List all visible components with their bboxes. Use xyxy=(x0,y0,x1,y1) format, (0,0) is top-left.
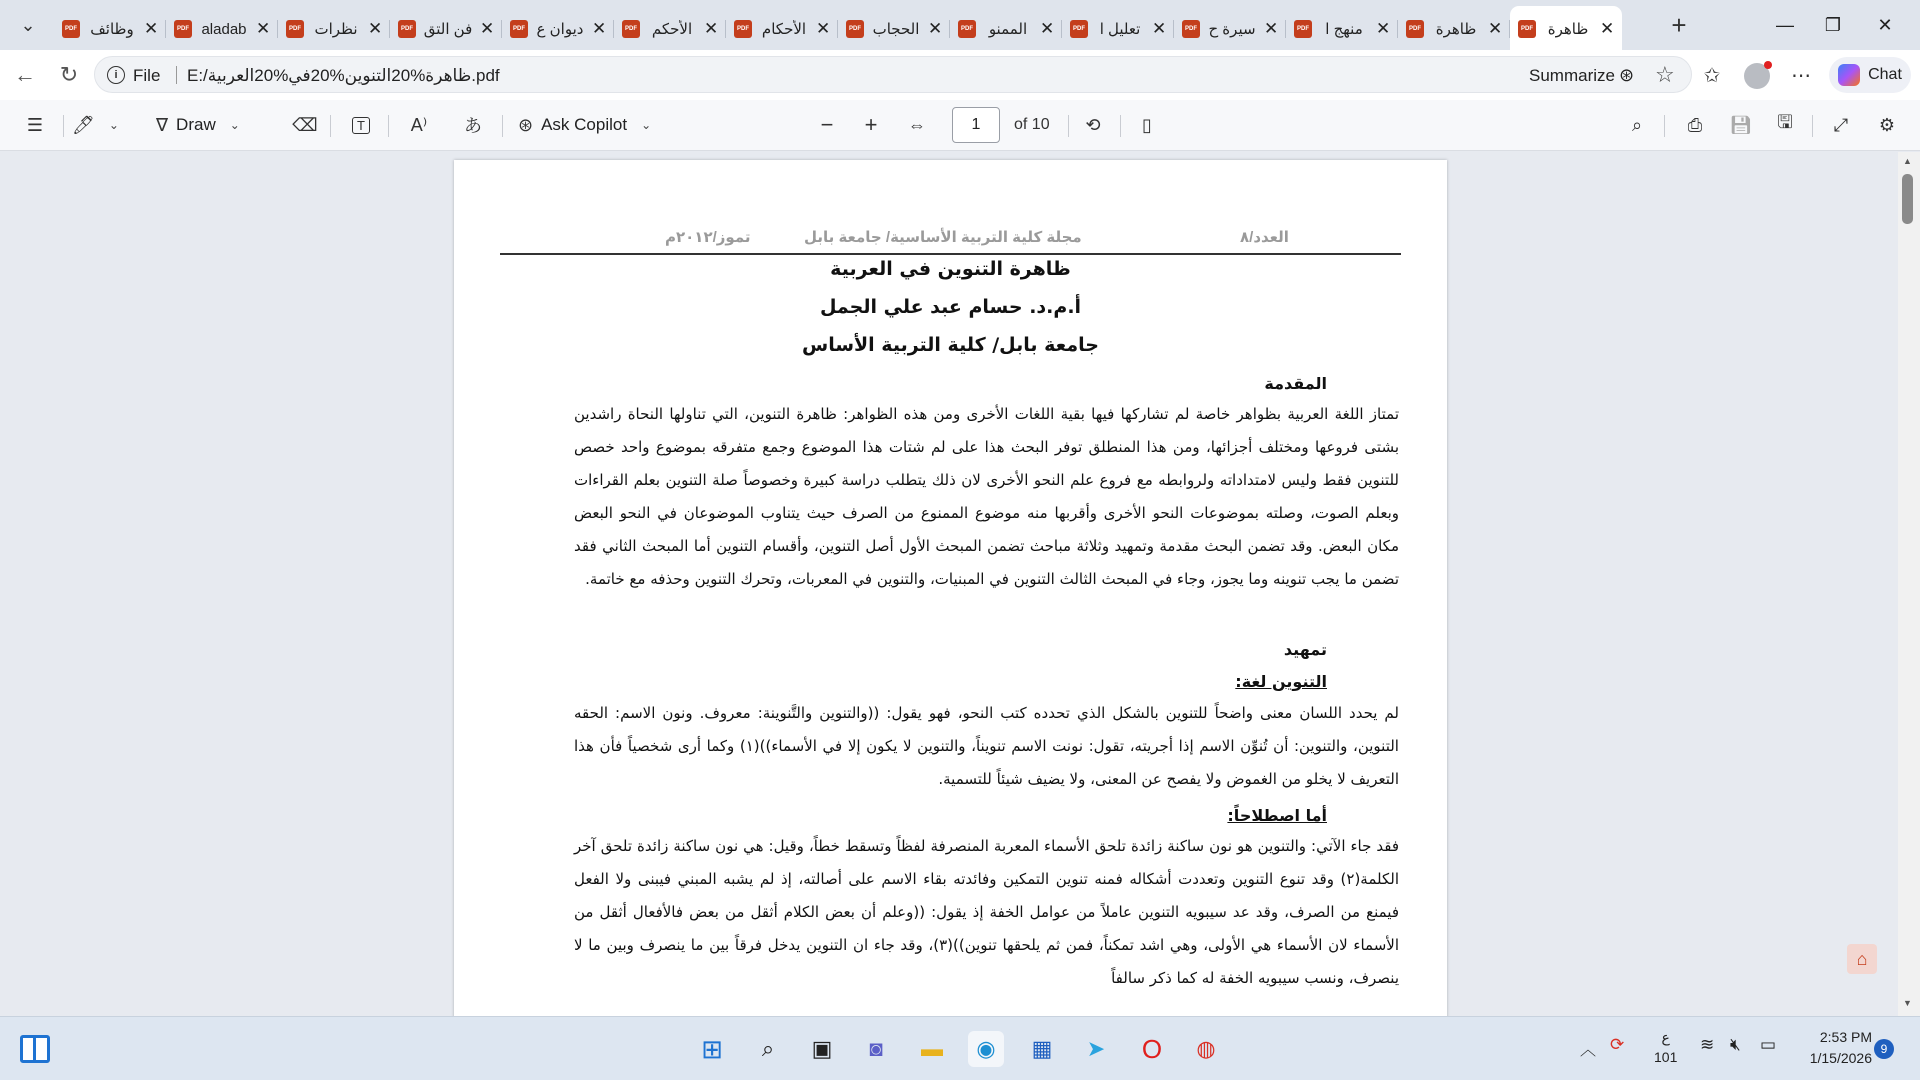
new-tab-button[interactable]: + xyxy=(1671,9,1687,40)
close-tab-icon[interactable]: ✕ xyxy=(1040,19,1055,38)
highlighter-icon: 🖊︎ xyxy=(72,114,95,135)
tab-title: الأحكم xyxy=(651,21,693,38)
ask-copilot-button[interactable] xyxy=(518,108,651,142)
browser-tab[interactable] xyxy=(1062,10,1174,48)
ask-copilot-label: Ask Copilot xyxy=(541,115,628,134)
page-total-label: of 10 xyxy=(1014,116,1050,133)
paper-title: ظاهرة التنوين في العربية xyxy=(830,258,1071,280)
rotate-button[interactable] xyxy=(1078,108,1108,142)
minimize-icon: — xyxy=(1776,14,1794,35)
back-button[interactable] xyxy=(8,58,42,92)
subsection-heading: أما اصطلاحاً: xyxy=(1227,806,1327,825)
browser-tab[interactable] xyxy=(390,10,502,48)
teams-chat-icon[interactable]: ◙ xyxy=(869,1036,883,1061)
summarize-label: Summarize xyxy=(1529,65,1615,85)
translate-button[interactable] xyxy=(456,108,490,142)
divider xyxy=(176,66,177,84)
page-number-input[interactable] xyxy=(952,107,1000,143)
tab-title: ديوان ع xyxy=(536,21,584,38)
paper-affiliation: جامعة بابل/ كلية التربية الأساس xyxy=(801,334,1099,356)
expand-icon: ⤢ xyxy=(1833,114,1849,135)
pdf-file-icon: PDF xyxy=(510,20,528,38)
pdf-file-icon: PDF xyxy=(846,20,864,38)
print-button[interactable] xyxy=(1680,108,1710,142)
tab-title: الأحكام xyxy=(761,21,807,38)
favorites-button[interactable] xyxy=(1695,58,1729,92)
favorites-list-icon: ✩ xyxy=(1703,64,1721,87)
pdf-file-icon: PDF xyxy=(1294,20,1312,38)
pdf-file-icon: PDF xyxy=(1070,20,1088,38)
issue-date: تموز/٢٠١٢م xyxy=(665,229,751,246)
issue-number: العدد/٨ xyxy=(1240,229,1289,246)
scroll-up-arrow-icon[interactable]: ▲ xyxy=(1903,156,1912,166)
zoom-in-button[interactable] xyxy=(856,108,886,142)
opera-icon[interactable]: O xyxy=(1141,1033,1163,1064)
more-icon: ⋯ xyxy=(1791,64,1811,87)
close-window-button[interactable] xyxy=(1862,8,1908,42)
paragraph: تمتاز اللغة العربية بظواهر خاصة لم تشاركها فيها بقية اللغات الأخرى ومن هذه الظواهر: ظاهرة التنوين، التي تناولها النحاة راشدين بشتى فروعها ومختلف أجزائها، ومن هذا المنطلق توفر البحث هذا على لم شتات هذا الموضوع وجمع متفرقه بموضوع واحد خصص للتنوين فقط وليس لامتداداته ولروابطه مع فروع علم النحو الأخرى لان ذلك يتطلب دراسة كبيرة وخصوصاً صلة التنوين بعلم القراءات وبعلم الصوت، وصلته بموضوعات النحو الأخرى وأقربها منه موضوع الممنوع من الصرف حيث يتناوب الموضوعان في النحو البعض مكان البعض. وقد تضمن البحث مقدمة وتمهيد وثلاثة مباحث تضمن المبحث الأول أصل التنوين، وأقسام التنوين أما المبحث الثاني فقد تضمن ما يجب تنوينه وما يجوز، وجاء في المبحث الثالث التنوين في المبنيات، والتنوين في المعربات، وتحرك التنوين وحذفه مع خاتمة. xyxy=(574,405,1399,588)
close-tab-icon[interactable]: ✕ xyxy=(1376,19,1391,38)
erase-button[interactable] xyxy=(290,108,320,142)
tab-title: منهج ا xyxy=(1325,21,1363,38)
url-text[interactable]: E:/ظاهرة%20التنوين%20في%20العربية.pdf xyxy=(187,66,500,85)
favorite-star-icon[interactable]: ☆ xyxy=(1655,62,1675,87)
page-header xyxy=(500,228,1401,255)
start-windows-icon[interactable]: ⊞ xyxy=(701,1033,723,1064)
chat-label: Chat xyxy=(1868,66,1902,83)
pdf-file-icon: PDF xyxy=(1518,20,1536,38)
browser-tab[interactable] xyxy=(614,10,726,48)
tab-bar xyxy=(0,0,1920,50)
gear-icon: ⚙ xyxy=(1878,114,1896,135)
widgets-icon[interactable] xyxy=(20,1035,50,1063)
divider xyxy=(1120,115,1121,137)
pdf-toolbar xyxy=(0,100,1920,151)
close-tab-icon[interactable]: ✕ xyxy=(704,19,719,38)
browser-tab[interactable] xyxy=(838,10,950,48)
refresh-icon: ↻ xyxy=(59,62,79,87)
more-menu-button[interactable] xyxy=(1784,58,1818,92)
edge-browser-icon[interactable]: ◉ xyxy=(968,1031,1004,1067)
list-icon: ☰ xyxy=(26,114,44,135)
save-icon: 💾︎ xyxy=(1729,114,1753,135)
subsection-heading: التنوين لغة: xyxy=(1235,672,1327,691)
tab-title: تعليل ا xyxy=(1099,21,1141,38)
sync-alert-icon[interactable]: ⟳ xyxy=(1610,1035,1625,1054)
settings-button[interactable] xyxy=(1872,108,1902,142)
read-aloud-icon: A⁾ xyxy=(410,114,428,135)
close-tab-icon[interactable]: ✕ xyxy=(144,19,159,38)
close-tab-icon[interactable]: ✕ xyxy=(1264,19,1279,38)
taskbar xyxy=(0,1016,1920,1080)
contents-button[interactable] xyxy=(18,108,52,142)
close-tab-icon[interactable]: ✕ xyxy=(1600,19,1615,38)
divider xyxy=(63,115,64,137)
lang-bottom: 101 xyxy=(1654,1049,1678,1065)
refresh-button[interactable] xyxy=(52,58,86,92)
close-icon: ✕ xyxy=(1877,14,1893,35)
browser-tab[interactable] xyxy=(726,10,838,48)
volume-muted-icon[interactable]: 🔇︎ xyxy=(1730,1035,1741,1054)
tab-title: سيرة ح xyxy=(1208,21,1256,38)
search-icon[interactable]: ⌕ xyxy=(761,1036,775,1061)
chevron-down-icon: ⌄ xyxy=(229,118,240,132)
browser-tab[interactable] xyxy=(1510,6,1622,50)
maximize-button[interactable] xyxy=(1810,8,1856,42)
input-language-indicator[interactable] xyxy=(1654,1027,1677,1067)
close-tab-icon[interactable]: ✕ xyxy=(256,19,271,38)
arrow-left-icon: ← xyxy=(14,62,36,87)
browser-tab[interactable] xyxy=(166,10,278,48)
copilot-summarize-icon: ⊛ xyxy=(1618,65,1635,85)
browser-tab[interactable] xyxy=(1286,10,1398,48)
translate-icon: あ xyxy=(464,116,482,136)
tab-title: فن التق xyxy=(423,21,473,38)
browser-tab[interactable] xyxy=(54,10,166,48)
pdf-file-icon: PDF xyxy=(62,20,80,38)
minimize-button[interactable] xyxy=(1762,8,1808,42)
close-tab-icon[interactable]: ✕ xyxy=(1488,19,1503,38)
draw-button[interactable] xyxy=(156,108,240,142)
battery-icon[interactable]: ▭ xyxy=(1760,1035,1777,1054)
copilot-icon xyxy=(1838,64,1860,86)
file-explorer-icon[interactable]: ▬ xyxy=(921,1036,943,1061)
clock[interactable] xyxy=(1800,1027,1872,1069)
pdf-viewport[interactable] xyxy=(0,152,1920,1016)
print-icon: ⎙ xyxy=(1687,114,1703,135)
wifi-icon[interactable]: ≋ xyxy=(1700,1035,1715,1054)
save-as-icon: 🖫 xyxy=(1777,112,1793,132)
save-as-button[interactable] xyxy=(1770,108,1800,142)
tab-title: ظاهرة xyxy=(1547,21,1589,38)
section-heading: المقدمة xyxy=(1264,374,1327,393)
eraser-icon: ⌫ xyxy=(292,114,318,135)
section-heading: تمهيد xyxy=(1283,640,1327,659)
divider xyxy=(1812,115,1813,137)
pdf-file-icon: PDF xyxy=(1406,20,1424,38)
profile-alert-dot xyxy=(1764,61,1772,69)
summarize-button[interactable] xyxy=(1529,65,1634,86)
tab-strip xyxy=(54,6,1622,50)
close-tab-icon[interactable]: ✕ xyxy=(816,19,831,38)
close-tab-icon[interactable]: ✕ xyxy=(480,19,495,38)
divider xyxy=(330,115,331,137)
tab-title: وظائف xyxy=(90,21,134,38)
pdf-page xyxy=(454,160,1447,1016)
draw-label: Draw xyxy=(176,115,216,134)
fit-to-width-button[interactable] xyxy=(902,108,932,142)
notification-badge[interactable]: 9 xyxy=(1874,1039,1894,1059)
add-text-button[interactable] xyxy=(346,108,376,142)
telegram-icon[interactable]: ➤ xyxy=(1086,1036,1106,1061)
pdf-file-icon: PDF xyxy=(286,20,304,38)
pdf-file-icon: PDF xyxy=(958,20,976,38)
tab-title: الحجاب xyxy=(872,21,920,38)
rotate-icon: ⟲ xyxy=(1085,114,1101,135)
tab-title: aladab xyxy=(201,20,247,38)
divider xyxy=(502,115,503,137)
tab-title: الممنو xyxy=(988,21,1028,38)
chrome-icon[interactable]: ◍ xyxy=(1196,1036,1216,1061)
close-tab-icon[interactable]: ✕ xyxy=(592,19,607,38)
browser-tab[interactable] xyxy=(502,10,614,48)
minus-icon: − xyxy=(820,112,834,137)
zoom-out-button[interactable] xyxy=(812,108,842,142)
pen-icon: ∇ xyxy=(156,114,169,135)
acrobat-icon[interactable]: ⌂ xyxy=(1847,944,1877,974)
tab-title: نظرات xyxy=(314,21,358,38)
read-aloud-button[interactable] xyxy=(404,108,434,142)
journal-name: مجلة كلية التربية الأساسية/ جامعة بابل xyxy=(804,229,1082,246)
lang-top: ع xyxy=(1661,1029,1670,1045)
divider xyxy=(388,115,389,137)
tab-title: ظاهرة xyxy=(1435,21,1477,38)
browser-tab[interactable] xyxy=(278,10,390,48)
chevron-up-icon[interactable]: ︿ xyxy=(1580,1042,1597,1059)
close-tab-icon[interactable]: ✕ xyxy=(928,19,943,38)
chevron-down-icon: ⌄ xyxy=(108,118,119,132)
clock-date: 1/15/2026 xyxy=(1809,1050,1872,1066)
divider xyxy=(1664,115,1665,137)
pdf-file-icon: PDF xyxy=(398,20,416,38)
chevron-down-icon: ⌄ xyxy=(20,14,36,35)
tab-actions-menu-button[interactable] xyxy=(11,9,45,41)
task-view-icon[interactable]: ▣ xyxy=(811,1036,833,1061)
highlight-button[interactable] xyxy=(72,108,119,142)
paragraph: فقد جاء الآتي: والتنوين هو نون ساكنة زائدة تلحق الأسماء المعربة المنصرفة لفظاً وتسقط خطاً، وقيل: هي نون ساكنة زائدة تلحق آخر الكلمة(٢) وقد تنوع التنوين وتعددت أشكاله فمنه تنوين التمكين وفائدته بقاء الاسم على أصالته، إذ لم يشبه المبني فيبنى ولا الفعل فيمنع من الصرف، وقد عد سيبويه التنوين عاملاً من عوامل الخفة إذ يقول: ((وعلم أن بعض الكلام أثقل من بعض فالأفعال أثقل من الأسماء لان الأسماء هي الأولى، وهي اشد تمكناً، فمن ثم يلحقها تنوين))(٣)، وقد جاء ان التنوين يدخل فرقاً بين ما ينصرف وبين ما لا ينصرف، ونسب سيبويه الخفة له كما ذكر سالفاً xyxy=(574,837,1399,987)
search-icon: ⌕ xyxy=(1631,114,1643,135)
pdf-file-icon: PDF xyxy=(174,20,192,38)
fit-width-icon: ⇔ xyxy=(908,114,926,135)
close-tab-icon[interactable]: ✕ xyxy=(368,19,383,38)
fullscreen-button[interactable] xyxy=(1826,108,1856,142)
restore-icon: ❐ xyxy=(1824,14,1842,35)
scroll-down-arrow-icon[interactable]: ▼ xyxy=(1903,998,1912,1008)
browser-tab[interactable] xyxy=(950,10,1062,48)
divider xyxy=(1068,115,1069,137)
pdf-file-icon: PDF xyxy=(1182,20,1200,38)
page-view-icon: ▯ xyxy=(1142,114,1152,135)
scrollbar-thumb[interactable] xyxy=(1902,174,1913,224)
copilot-chat-button[interactable] xyxy=(1829,57,1911,93)
vertical-scrollbar[interactable] xyxy=(1898,152,1920,1016)
plus-icon: + xyxy=(864,112,878,137)
close-tab-icon[interactable]: ✕ xyxy=(1152,19,1167,38)
pdf-file-icon: PDF xyxy=(734,20,752,38)
find-button[interactable] xyxy=(1622,108,1652,142)
text-box-icon: T xyxy=(352,117,370,134)
browser-tab[interactable] xyxy=(1174,10,1286,48)
info-icon[interactable]: i xyxy=(107,66,125,84)
chevron-down-icon: ⌄ xyxy=(641,118,652,132)
address-bar-row xyxy=(0,50,1920,100)
address-bar[interactable] xyxy=(94,56,1692,93)
clock-time: 2:53 PM xyxy=(1819,1029,1872,1045)
pdf-file-icon: PDF xyxy=(622,20,640,38)
paper-author: أ.م.د. حسام عبد علي الجمل xyxy=(819,296,1082,318)
paragraph: لم يحدد اللسان معنى واضحاً للتنوين بالشكل الذي تحدده كتب النحو، فهو يقول: ((والتنوين والتَّنوينة: معروف. ونون الاسم: الحقه التنوين، والتنوين: أن تُنوِّن الاسم إذا أجريته، تقول: نونت الاسم تنويناً، والتنوين لا يكون إلا في الأسماء))(١) وكما أرى شخصياً فأن هذا التعريف لا يخلو من الغموض ولا يفصح عن المعنى، ولا يضيف شيئاً للتسمية. xyxy=(574,704,1399,788)
file-scheme-label: File xyxy=(133,66,161,85)
store-icon[interactable]: ▦ xyxy=(1031,1036,1053,1061)
browser-tab[interactable] xyxy=(1398,10,1510,48)
page-view-button[interactable] xyxy=(1132,108,1162,142)
save-button[interactable] xyxy=(1726,108,1756,142)
copilot-outline-icon: ⊛ xyxy=(518,114,534,135)
